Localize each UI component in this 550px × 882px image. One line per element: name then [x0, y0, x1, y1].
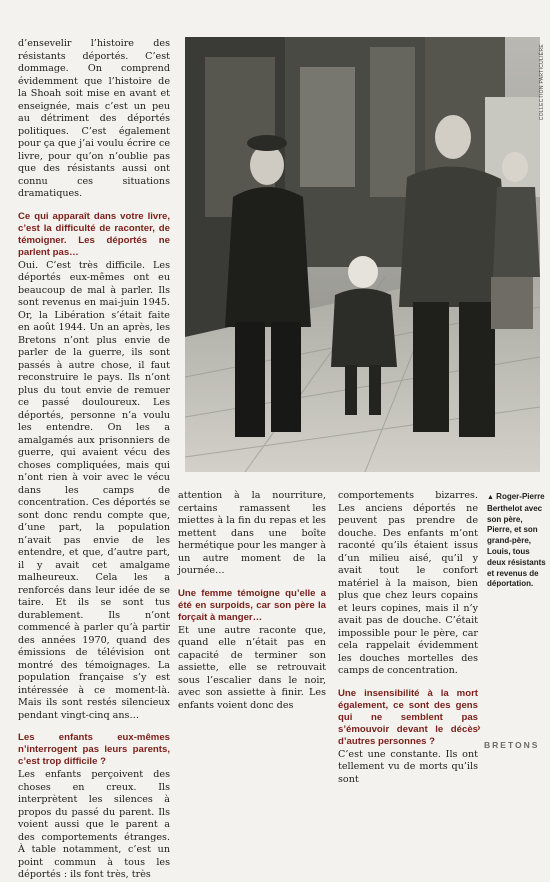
- question-text: Ce qui apparaît dans votre livre, c’est la difficulté de raconter, de témoigner. Les déportés ne parlent pas…: [18, 210, 170, 258]
- interview-question: [338, 688, 478, 748]
- continue-arrow-icon: ›: [477, 722, 481, 734]
- paragraph: C’est une constante. Ils ont tellement vu de morts qu’ils sont: [338, 748, 478, 785]
- footer-label: BRETONS: [484, 740, 540, 750]
- caption-marker-icon: ▲: [487, 494, 494, 501]
- photo-illustration: [185, 37, 540, 472]
- question-text: Les enfants eux-mêmes n’interrogent pas leurs parents, c’est trop difficile ?: [18, 732, 170, 767]
- left-text-column: [18, 38, 170, 882]
- paragraph: comportements bizarres. Les anciens déportés ne peuvent pas prendre de douche. Des enfants m’ont raconté qu’ils étaient issus d’un milieu aisé, qu’il y avait tout le confort matériel à la maison, bien plus que chez leurs copains et leurs copines, mais il n’y avait pas de douche. C’était impossible pour le père, car cela rappelait évidemment les douches mortelles des camps de concentration.: [338, 490, 478, 676]
- caption-text: Roger-Pierre Berthelot avec son père, Pierre, et son grand-père, Louis, tous deux résistants et revenus de déportation.: [487, 492, 546, 589]
- middle-text-column: [178, 490, 326, 712]
- interview-question: [18, 732, 170, 768]
- question-text: Une femme témoigne qu’elle a été en surpoids, car son père la forçait à manger…: [178, 587, 326, 623]
- question-text: Une insensibilité à la mort également, ce sont des gens qui ne semblent pas s’émouvoir devant le décès d’autres personnes ?: [338, 687, 478, 747]
- paragraph: Et une autre raconte que, quand elle n’était pas en capacité de terminer son assiette, elle se retrouvait sous l’escalier dans le noir, avec son assiette à finir. Les enfants voient donc des: [178, 624, 326, 711]
- photo-credit: COLLECTION PARTICULIÈRE: [539, 44, 545, 121]
- paragraph: Oui. C’est très difficile. Les déportés eux-mêmes ont eu beaucoup de mal à parler. Ils sont revenus en mai-juin 1945. Or, la Libération s’était faite en août 1944. Un an après, les Bretons n’ont plus envie de parler de la guerre, ils sont passés à autre chose, il faut reconstruire le pays. Ils n’ont plus du tout envie de remuer ce passé douloureux. Les déportés, personne n’a voulu les entendre. On les a amalgamés aux prisonniers de guerre, qui avaient vécu des choses compliquées, mais qui n’ont rien à voir avec le vécu dans les camps de concentration. Ces déportés se sont donc rendu compte que, d’une part, la population n’avait pas envie de les entendre, et que, d’autre part, il y avait cet amalgame malheureux. Cela les a renforcés dans leur idée de se taire. Et ils se sont tus durablement. Ils n’ont commencé à parler qu’à partir des années 1970, quand des émissions de télévision ont montré des témoignages. La population française s’y est intéressée à ce moment-là. Mais ils sont restés silencieux pendant vingt-cinq ans…: [18, 259, 170, 721]
- paragraph: d’ensevelir l’histoire des résistants déportés. C’est dommage. On comprend évidemment que l’histoire de la Shoah soit mise en avant et enseignée, mais c’est un peu au détriment des déportés politiques. C’est également pour ça que j’ai voulu écrire ce livre, pour qu’on n’oublie pas que des résistants aussi ont connu ces situations dramatiques.: [18, 38, 170, 199]
- paragraph: attention à la nourriture, certains ramassent les miettes à la fin du repas et les mettent dans une boîte hermétique pour les manger à un autre moment de la journée…: [178, 490, 326, 576]
- paragraph: Les enfants perçoivent des choses en creux. Ils interprètent les silences à propos du passé du parent. Ils voient aussi que le parent a des comportements étranges. À table notamment, c’est un point commun à tous les déportés : ils font très, très: [18, 769, 170, 880]
- interview-question: [18, 211, 170, 259]
- photo-caption: [487, 492, 547, 590]
- archival-photo: [185, 37, 540, 472]
- interview-question: [178, 588, 326, 624]
- right-text-column: [338, 490, 478, 786]
